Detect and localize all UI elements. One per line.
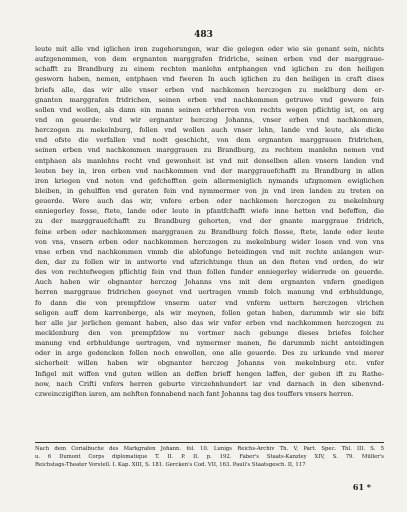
text-line: geuerde. Were auch das wir, vnfere erben oder nachkomen herczogen zu mekelnburg: [35, 197, 384, 206]
footnote-line: Reichstags-Theater Vorstell. I. Kap. XIII, S. 181. Gercken's Cod. VII, 163. Pauli's Staatsgesch. II, 117: [35, 462, 306, 468]
text-line: oder in arge gedencken follen noch enwollen, one alle geuerde. Des zu urkunde vnd merer: [35, 349, 384, 358]
printer-signature: 61 *: [352, 482, 371, 492]
footnote-line: u. 6 Dumont Corps diplomatique T. II. P. II. p. 192. Faber's Staats-Kanzley XIV, S. 79. Müller's: [35, 454, 384, 460]
text-line: fo dann die von prempfzlow vnserm uater vnd vnferm uettern herczogen vlrichen: [35, 298, 384, 307]
text-line: leuten bey in, iren erben vnd nachkommen vnd der marggrauefchafft zu Brandburg in allen: [35, 166, 384, 175]
document-body: [35, 44, 384, 399]
text-line: zu der marggrauefchafft zu Brandburg gehorten, vnd der gnante marggraue fridrich,: [35, 217, 384, 226]
text-line: czweinczigiften iaren, am nehften fonnabend nach fant Johanns tag des touffers vnsers herren.: [35, 389, 354, 398]
text-line: vnse erben vnd nachkommen vmmb die ablofunge beteidingen vnd mit rechte anlangen wur-: [35, 247, 384, 256]
text-line: des von rechtefwegen pflichtig fein vnd thun follen funder enniegerley widerrede on geuerde.: [35, 268, 384, 277]
text-line: seinen erben vnd nachkommen marggrauen zu Brandburg, zu rechtem manlehn nemen vnd: [35, 146, 384, 155]
text-line: herczogen zu mekelnburg, follen vnd wollen auch vnser lehn, lande vnd leute, als dicke: [35, 126, 384, 135]
text-line: gesworn haben, nemen, entphaen vnd fweren In auch iglichen zu den heiligen in craft dises: [35, 75, 384, 84]
text-line: manung vnd erbhuldunge uertragen, vnd nymermer manen, fie darummb nicht anteidingen: [35, 339, 384, 348]
footnote-line: Nach dem Corialbuche des Markgrafen Johann. fol. 10. Lunigs Reichs-Archiv Th. V, Part. Spec. Thl. III. S. 5: [35, 446, 384, 452]
text-line: feine erben oder nachkommen marggrauen zu Brandburg folch flosse, ftete, lande oder leute: [35, 227, 384, 236]
page-number: 483: [194, 30, 213, 40]
text-line: Auch haben wir obgnanter herczog Johanns vns mit dem ergnanten vnfern gnedigen: [35, 278, 384, 287]
text-line: seligen auff dem karrenberge, als wir meynen, follen getan haben, darummb wir sie bifz: [35, 308, 384, 317]
text-line: leute mit alle vnd iglichen iren zugehorungen, war die gelegen oder wie sie genant sein, nichts: [35, 45, 384, 53]
text-line: aufzgenommen, von dem ergnanten marggrafen fridriche, seinen erben vnd der marggraue-: [35, 55, 384, 64]
text-line: Infigel mit wiffen vnd guten willen an deffen brieff hengen laffen, der geben ift zu Rathe-: [35, 369, 384, 378]
text-line: briefs alle, das wir alle vnser erben vnd nachkomen herczogen zu meklburg dem er-: [35, 85, 384, 94]
text-line: mecklenburg den von prempfzlow nu vortmer nach gebunge dieses briefes folcher: [35, 328, 384, 337]
text-line: her alle jar jerlichen gemant haben, also das wir vnfer erben vnd nachkommen herczogen zu: [35, 318, 384, 327]
text-line: von vns, vnsern erben oder nachkommen herczogen zu mekelnburg wider losen vnd von vns: [35, 237, 384, 246]
text-line: herren marggraue fridrichen geeynet vnd uertragen vmmb folch manung vnd erbhuldunge,: [35, 288, 384, 297]
text-line: entphaen als manlehns recht vnd gewonheit ist vnd mit denselben allen vnsern landen vnd: [35, 156, 384, 165]
text-line: sicherheit willen haben wir obgnanter herczog Johanns von mekelnburg etc. vnfer: [35, 359, 384, 368]
text-line: enniegerley fosse, ftete, lande oder leute in pfantfchafft wiefe inne hetten vnd befeffen, die: [35, 207, 384, 216]
text-line: iren kriegen vnd noten vnd gefchefften gein allermeniglich nymands ufzgnomen ewiglichen: [35, 176, 384, 185]
text-line: schafft zu Brandburg zu einem rechten manlehn entphangen vnd iglichen zu den heiligen: [35, 65, 384, 74]
text-line: bleiben, in gehulffen vnd geraten fein vnd nymmermer von jn vnd iren landen zu treten on: [35, 186, 384, 195]
text-line: gnanten marggrafen fridrichen, seinen erben vnd nachkommen getruwe vnd gewere fein: [35, 95, 384, 104]
text-line: sollen vnd wollen, als dann ein mann seinen erbherren von rechts wegen pflichtig ist, on arg: [35, 105, 384, 114]
text-line: den, dar zu follen wir in antworte vnd ufzrichtunge thun an den fteten vnd orden, do wir: [35, 257, 384, 266]
text-line: vnd on geuerde: vnd wir ergnanter herczog Johanns, vnser erben vnd nachkommen,: [35, 115, 384, 124]
footnote-block: [35, 445, 384, 469]
text-line: now, nach Crifti vnfers herren geburte virczehnhundert iar vnd darnach in den sibenvnd-: [35, 379, 384, 388]
text-line: vnd ofste die verfallen vnd nodt geschicht, von dem ergnanten marggrauen fridrichen,: [35, 136, 384, 145]
footnote-divider: [35, 442, 384, 443]
